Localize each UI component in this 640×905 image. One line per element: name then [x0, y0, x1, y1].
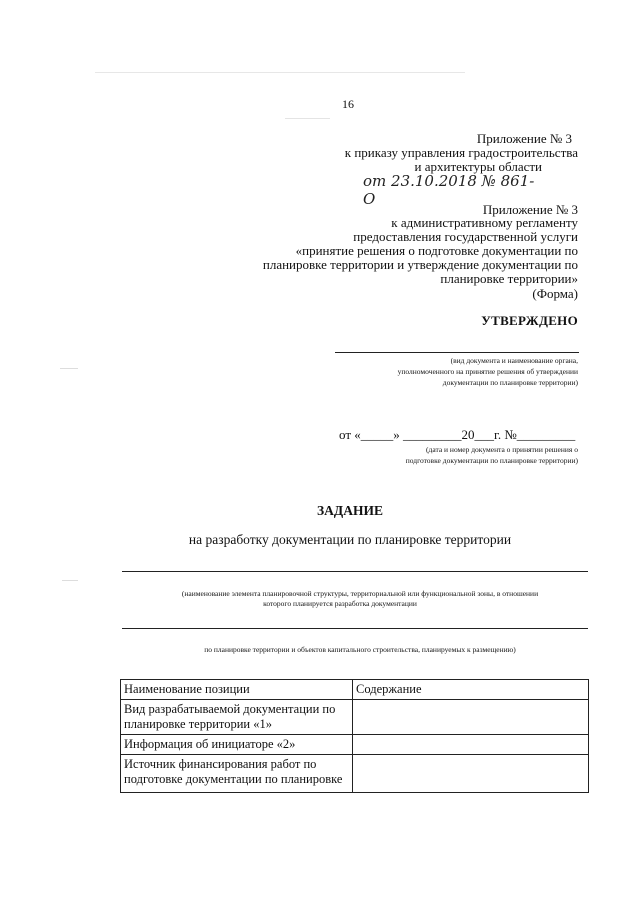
- regulation-line-3: «принятие решения о подготовке документации по: [295, 243, 578, 258]
- scan-artifact-left-1: [60, 368, 78, 369]
- scan-artifact-header: [285, 118, 330, 119]
- table-cell: Информация об инициаторе «2»: [121, 735, 353, 755]
- objects-caption: по планировке территории и объектов капитального строительства, планируемых к размещению): [204, 645, 516, 654]
- regulation-appendix-title: Приложение № 3: [482, 202, 578, 217]
- order-appendix-title: Приложение № 3: [476, 131, 572, 146]
- regulation-line-4: планировке территории и утверждение документации по: [262, 257, 578, 272]
- page-number: 16: [342, 97, 354, 111]
- table-cell: Источник финансирования работ по подготовке документации по планировке: [121, 755, 353, 793]
- scan-artifact-left-2: [62, 580, 78, 581]
- element-fill-line: [122, 571, 588, 572]
- element-caption-2: которого планируется разработка документации: [263, 599, 417, 608]
- table-cell: Вид разрабатываемой документации по планировке территории «1»: [121, 700, 353, 735]
- form-label: (Форма): [532, 286, 578, 301]
- table-row: [121, 700, 589, 735]
- regulation-line-5: планировке территории»: [440, 271, 578, 286]
- objects-fill-line: [122, 628, 588, 629]
- approval-caption-2: уполномоченного на принятие решения об утверждении: [397, 367, 578, 376]
- task-table: [120, 679, 589, 793]
- element-caption-1: (наименование элемента планировочной структуры, территориальной или функциональной зоны, в отношении: [181, 589, 539, 598]
- table-cell[interactable]: [353, 700, 589, 735]
- approved-heading: УТВЕРЖДЕНО: [481, 313, 578, 328]
- approval-caption-1: (вид документа и наименование органа,: [450, 356, 578, 365]
- regulation-line-1: к административному регламенту: [391, 215, 578, 230]
- task-title: ЗАДАНИЕ: [317, 503, 383, 518]
- regulation-line-2: предоставления государственной услуги: [353, 229, 578, 244]
- date-number-line: от «_____» _________20___г. №_________: [339, 427, 576, 442]
- task-subtitle: на разработку документации по планировке территории: [188, 532, 512, 547]
- table-cell[interactable]: [353, 755, 589, 793]
- date-caption-1: (дата и номер документа о принятии решения о: [426, 445, 578, 454]
- table-header-cell: Наименование позиции: [121, 680, 353, 700]
- date-caption-2: подготовке документации по планировке территории): [405, 456, 578, 465]
- table-header-row: [121, 680, 589, 700]
- approval-caption-3: документации по планировке территории): [442, 378, 578, 387]
- handwritten-order-date: от 23.10.2018 № 861-О: [363, 172, 535, 208]
- table-header-cell: Содержание: [353, 680, 589, 700]
- table-row: [121, 735, 589, 755]
- table-row: [121, 755, 589, 793]
- order-appendix-line2: и архитектуры области: [414, 159, 542, 174]
- table-cell[interactable]: [353, 735, 589, 755]
- scan-artifact-top: [95, 72, 465, 73]
- approval-fill-line: [335, 352, 579, 353]
- order-appendix-line1: к приказу управления градостроительства: [344, 145, 578, 160]
